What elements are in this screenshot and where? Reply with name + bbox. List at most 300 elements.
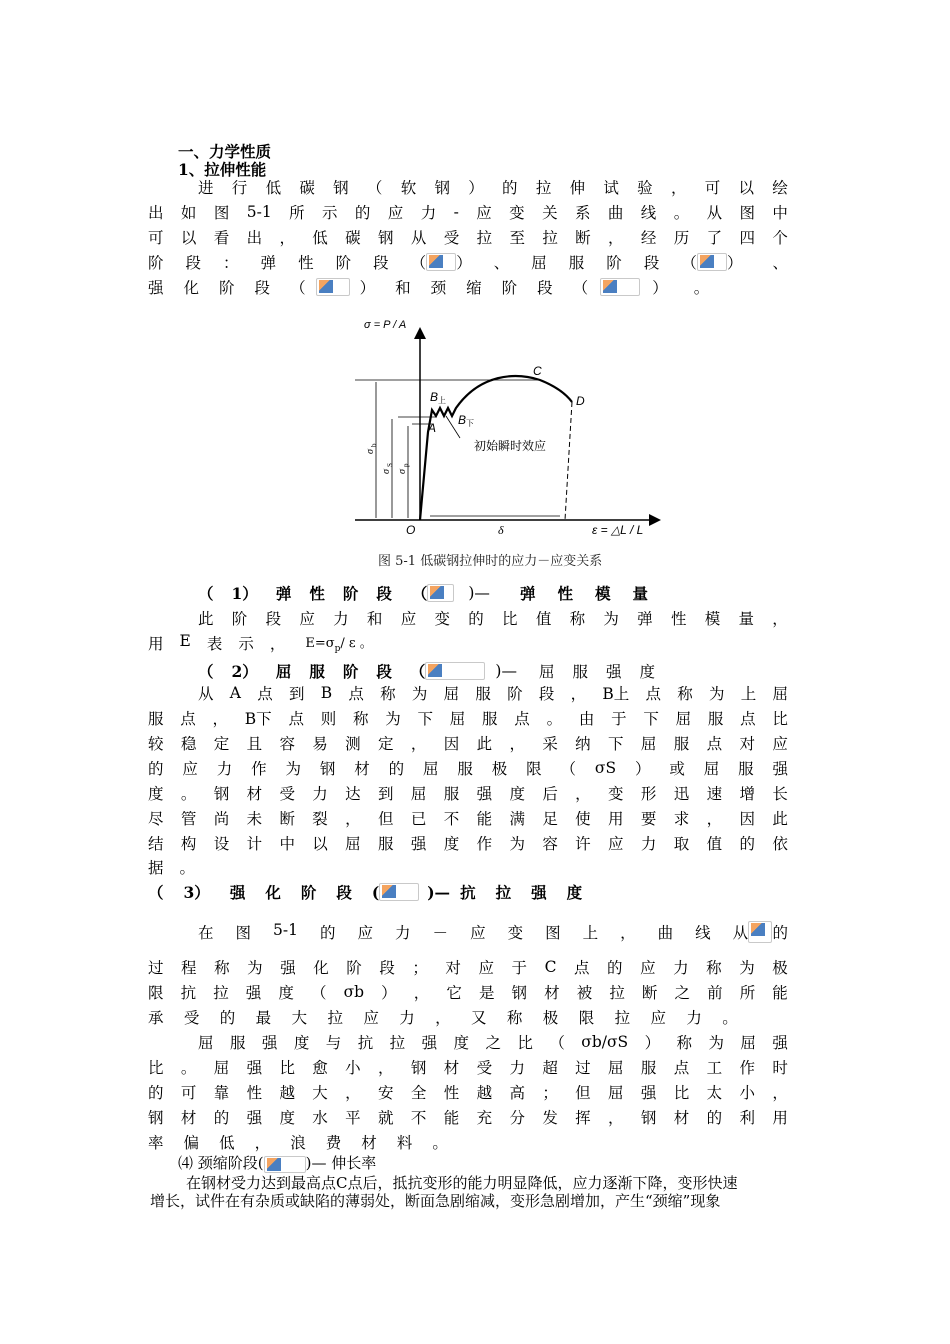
text-token: 上 [582, 924, 599, 942]
text-token: 受 [443, 229, 460, 247]
section-2-line-4 [148, 756, 788, 780]
text-token: 定 [378, 735, 394, 753]
text-token: 力 [640, 835, 657, 853]
text-token: ， [435, 1009, 451, 1027]
text-token: 。 [693, 279, 710, 297]
text-token: ， [413, 984, 430, 1002]
text-token: 超 [542, 1059, 558, 1077]
text-token: 1） [231, 584, 258, 603]
text-token: 的 [354, 204, 371, 222]
text-token: ； [412, 959, 428, 977]
text-token: 服 [148, 710, 164, 728]
text-token: 低 [265, 179, 282, 197]
text-token: 服 [229, 1034, 246, 1052]
text-token: 表 [206, 635, 223, 653]
text-token: 容 [279, 735, 295, 753]
text-token: 因 [443, 735, 460, 753]
text-token: （ [366, 179, 383, 197]
intro-line-5a [148, 276, 306, 298]
text-token: 极 [491, 760, 508, 778]
text-token: 屈 [213, 1059, 230, 1077]
text-token: 应 [363, 1009, 379, 1027]
text-token: 限 [526, 760, 542, 778]
text-token: 上 [740, 685, 757, 703]
text-token: 颈 [430, 279, 447, 297]
heading-tensile-performance: 1、拉伸性能 [178, 160, 267, 179]
text-token: 平 [345, 1109, 361, 1127]
text-token: 比 [502, 610, 518, 628]
text-token: 段 [537, 279, 553, 297]
text-token: 则 [320, 710, 337, 728]
text-token: 据 [148, 859, 164, 877]
text-token: 强 [229, 883, 246, 902]
text-token: 的 [739, 835, 755, 853]
text-token: 屈 [608, 1084, 624, 1102]
text-token: ， [706, 810, 723, 828]
text-token: （ [549, 1034, 565, 1052]
text-token: 到 [288, 685, 305, 703]
text-token: 屈 [443, 685, 460, 703]
text-token: 抗 [460, 883, 476, 902]
text-token: 屈 [423, 760, 439, 778]
text-token: 作 [739, 1059, 755, 1077]
text-token: 达 [345, 785, 361, 803]
text-token: 下 [643, 710, 659, 728]
text-token: 发 [542, 1109, 558, 1127]
text-token: 阶 [231, 610, 248, 628]
text-token: 对 [445, 959, 461, 977]
text-token: 采 [542, 735, 558, 753]
intro-line-4a [148, 251, 426, 273]
text-token: 弹 [275, 584, 292, 603]
text-token: 。 [179, 859, 196, 877]
text-token: 图 [545, 924, 561, 942]
image-placeholder-icon [379, 883, 419, 901]
text-token: 度 [639, 663, 656, 681]
section-1-para-1 [198, 606, 788, 630]
text-token: 构 [180, 835, 197, 853]
section-2-title [198, 659, 658, 683]
text-token: ） [468, 179, 484, 197]
section-4-title-a: ⑷ 颈缩阶段( [178, 1154, 264, 1172]
text-token: 结 [148, 835, 164, 853]
text-token: C [544, 958, 557, 976]
text-token: 力 [312, 785, 328, 803]
text-token: 力 [686, 1009, 702, 1027]
text-token: 阶 [335, 254, 352, 272]
text-token: B上 [602, 685, 630, 703]
text-token: 强 [246, 1109, 263, 1127]
text-token: 拉 [535, 179, 552, 197]
intro-line-3 [148, 225, 788, 249]
text-token: 称 [677, 685, 693, 703]
text-token: 与 [325, 1034, 342, 1052]
label-delta: δ [498, 523, 504, 537]
text-token: 关 [542, 204, 558, 222]
text-token: ） [456, 254, 472, 272]
text-token: 能 [772, 984, 788, 1002]
text-token: 量 [738, 610, 755, 628]
text-token: 作 [251, 760, 267, 778]
text-token: ， [378, 1059, 394, 1077]
text-token: 和 [366, 610, 383, 628]
text-token: 绘 [772, 179, 788, 197]
text-token: 应 [476, 204, 492, 222]
text-token: 到 [378, 785, 394, 803]
text-token: 钢 [213, 785, 230, 803]
text-token: ， [608, 229, 624, 247]
text-token: 变 [507, 924, 524, 942]
text-token: 至 [509, 229, 525, 247]
text-token: 称 [352, 710, 369, 728]
section-1-dash: )— [468, 584, 490, 602]
text-token: 材 [544, 984, 560, 1002]
text-token: 性 [298, 254, 314, 272]
text-token: 断 [641, 984, 658, 1002]
text-token: 度 [293, 1034, 310, 1052]
text-token: 缩 [466, 279, 482, 297]
text-token: 性 [557, 584, 573, 603]
text-token: 屈 [640, 735, 657, 753]
text-token: ， [772, 1084, 788, 1102]
image-placeholder-icon [316, 278, 350, 296]
section-2-title-a [198, 660, 392, 682]
text-token: 由 [578, 710, 595, 728]
text-token: 点 [180, 710, 196, 728]
intro-line-4b [456, 251, 697, 273]
text-token: 对 [739, 735, 755, 753]
text-token: ） [726, 254, 743, 272]
text-token: 定 [213, 735, 230, 753]
text-token: 段 [185, 254, 202, 272]
text-token: 的 [219, 1009, 236, 1027]
text-token: 或 [669, 760, 685, 778]
text-token: 料 [396, 1134, 413, 1152]
text-token: 拉 [542, 229, 558, 247]
text-token: 从 [732, 924, 749, 942]
text-token: 图 [739, 204, 756, 222]
text-token: 时 [772, 1059, 788, 1077]
text-token: 已 [410, 810, 427, 828]
text-token: （ [410, 254, 427, 272]
text-token: 为 [411, 685, 428, 703]
section-4-title-b: )— 伸长率 [305, 1154, 377, 1172]
text-token: 愈 [312, 1059, 328, 1077]
text-token: B [320, 684, 333, 702]
text-token: ， [345, 810, 361, 828]
text-token: 能 [476, 810, 493, 828]
text-token: 力 [216, 760, 233, 778]
label-B-lower: B [458, 413, 467, 427]
text-token: 用 [772, 1109, 788, 1127]
text-token: 服 [738, 760, 754, 778]
text-token: 段 [254, 279, 271, 297]
text-token: 线 [695, 924, 711, 942]
text-token: 承 [148, 1009, 164, 1027]
text-token: ） [644, 1034, 661, 1052]
section-2-line-5 [148, 781, 788, 805]
section-2-line-6 [148, 806, 788, 830]
text-token: 材 [354, 760, 370, 778]
text-token: 小 [345, 1059, 361, 1077]
text-token: σb [343, 983, 365, 1001]
text-token: 不 [410, 1109, 427, 1127]
text-token: 试 [603, 179, 619, 197]
intro-line-5c [652, 276, 709, 298]
section-3-line-3 [148, 980, 788, 1004]
text-token: 用 [608, 810, 624, 828]
text-token: 材 [246, 785, 263, 803]
text-token: 比 [772, 710, 788, 728]
text-token: 个 [772, 229, 788, 247]
svg-text:σ: σ [397, 469, 408, 474]
text-token: 应 [772, 735, 788, 753]
text-token: 所 [739, 984, 756, 1002]
text-token: 经 [640, 229, 657, 247]
text-token: 弹 [637, 610, 653, 628]
text-token: 为 [509, 835, 525, 853]
text-token: 屈 [198, 1034, 214, 1052]
text-token: 性 [246, 1084, 263, 1102]
text-token: ， [509, 735, 525, 753]
text-token: 性 [309, 584, 325, 603]
text-token: 服 [707, 710, 724, 728]
text-token: ， [279, 229, 295, 247]
text-token: 较 [148, 735, 164, 753]
text-token: 强 [640, 1084, 657, 1102]
intro-line-5b [360, 276, 589, 298]
intro-line-2 [148, 200, 788, 224]
text-token: 阶 [342, 584, 359, 603]
text-token: 从 [706, 204, 723, 222]
text-token: 充 [476, 1109, 493, 1127]
section-2-line-8 [148, 855, 788, 879]
text-token: ， [410, 735, 427, 753]
text-token: 段 [643, 254, 660, 272]
text-token: 度 [148, 785, 164, 803]
text-token: （ [572, 279, 589, 297]
stress-strain-figure [340, 312, 670, 542]
text-token: 之 [485, 1034, 501, 1052]
text-token: 屈 [449, 710, 466, 728]
text-token: 服 [572, 663, 588, 681]
text-token: 伸 [569, 179, 586, 197]
text-token: 强 [605, 663, 622, 681]
text-token: 段 [265, 610, 282, 628]
text-token: 阶 [342, 662, 359, 681]
text-token: 力 [509, 1059, 525, 1077]
text-token: 可 [148, 229, 164, 247]
text-token: 阶 [507, 685, 523, 703]
text-token: 形 [640, 785, 657, 803]
text-token: 裂 [312, 810, 328, 828]
text-token: 测 [345, 735, 361, 753]
text-token: - [453, 203, 459, 221]
text-token: 5-1 [246, 203, 272, 221]
text-token: 大 [291, 1009, 308, 1027]
text-token: 的 [320, 924, 336, 942]
text-token: 强 [245, 984, 262, 1002]
text-token: 称 [569, 610, 586, 628]
text-token: 所 [289, 204, 305, 222]
text-token: 屈 [608, 1059, 624, 1077]
text-token: 图 [235, 924, 252, 942]
text-token: 屈 [740, 1034, 756, 1052]
text-token: 化 [183, 279, 200, 297]
text-token: 钢 [319, 760, 336, 778]
text-token: ， [212, 710, 229, 728]
intro-line-4c [727, 251, 788, 273]
text-token: 应 [608, 835, 624, 853]
text-token: 易 [312, 735, 328, 753]
text-token: 拉 [327, 1009, 343, 1027]
text-token: 为 [247, 959, 263, 977]
text-token: ） [359, 279, 376, 297]
text-token: 碳 [345, 229, 361, 247]
text-token: 拉 [476, 229, 493, 247]
section-1-para-2a [148, 632, 285, 654]
text-token: 增 [739, 785, 755, 803]
section-3-line-7 [148, 1080, 788, 1104]
text-token: 模 [594, 584, 611, 603]
text-token: 拉 [389, 1034, 406, 1052]
label-O: O [406, 523, 416, 537]
text-token: 度 [509, 785, 525, 803]
text-token: 低 [312, 229, 328, 247]
text-token: 力 [333, 610, 349, 628]
text-token: 设 [213, 835, 230, 853]
text-token: 安 [378, 1084, 394, 1102]
text-token: 比 [279, 1059, 295, 1077]
text-token: 弹 [260, 254, 277, 272]
section-2-dash: )— [495, 662, 517, 680]
unload-line [565, 402, 572, 520]
section-4-line-1: 在钢材受力达到最高点C点后，抵抗变形的能力明显降低，应力逐渐下降，变形快速 [186, 1174, 738, 1192]
text-token: 因 [739, 810, 755, 828]
text-token: 断 [575, 229, 591, 247]
text-token: 下 [608, 735, 624, 753]
text-token: 屈 [538, 663, 555, 681]
text-token: 的 [388, 760, 405, 778]
text-token: 在 [198, 924, 214, 942]
text-token: 阶 [501, 279, 518, 297]
text-token: 阶 [606, 254, 622, 272]
text-token: 、 [772, 254, 788, 272]
text-token: 不 [443, 810, 460, 828]
section-2-title-d [539, 660, 655, 682]
text-token: 。 [432, 1134, 448, 1152]
text-token: 足 [542, 810, 558, 828]
text-token: 力 [420, 204, 437, 222]
section-3-line-5 [198, 1030, 788, 1054]
text-token: 屈 [275, 662, 292, 681]
text-token: 限 [148, 984, 164, 1002]
text-token: 服 [457, 760, 473, 778]
section-3-title-d [460, 881, 582, 903]
text-token: 应 [640, 959, 656, 977]
section-2-line-1 [198, 681, 788, 705]
text-token: 量 [632, 584, 648, 603]
text-token: 服 [475, 685, 491, 703]
text-token: ； [542, 1084, 558, 1102]
section-2-line-2 [148, 706, 788, 730]
text-token: 为 [603, 610, 619, 628]
text-token: 受 [279, 785, 295, 803]
text-token: 服 [673, 735, 690, 753]
text-token: 迅 [673, 785, 690, 803]
text-token: 2） [231, 662, 258, 681]
text-token: 进 [198, 179, 214, 197]
text-token: 此 [198, 610, 214, 628]
text-token: 于 [611, 710, 627, 728]
text-token: 段 [336, 883, 352, 902]
text-token: 。 [673, 204, 690, 222]
text-token: 以 [180, 229, 197, 247]
text-token: 但 [575, 1084, 591, 1102]
section-2-line-7 [148, 831, 788, 855]
text-token: 比 [673, 1084, 690, 1102]
text-token: 验 [637, 179, 653, 197]
text-token: 段 [373, 254, 389, 272]
text-token: 拉 [495, 883, 512, 902]
text-token: 许 [575, 835, 591, 853]
text-token: 点 [673, 1059, 690, 1077]
text-token: 强 [148, 279, 164, 297]
text-token: 化 [265, 883, 281, 902]
text-token: 又 [471, 1009, 487, 1027]
text-token: 钢 [410, 1059, 427, 1077]
text-token: 强 [246, 1059, 263, 1077]
text-token: 是 [478, 984, 495, 1002]
text-token: 钢 [333, 179, 349, 197]
text-token: 度 [453, 1034, 470, 1052]
text-token: 服 [568, 254, 585, 272]
text-token: 度 [279, 1109, 295, 1127]
image-placeholder-icon [264, 1156, 306, 1173]
svg-text:S: S [386, 463, 394, 467]
text-token: 点 [706, 735, 723, 753]
text-token: 应 [299, 610, 315, 628]
text-token: 度 [566, 883, 583, 902]
text-token: 行 [231, 179, 248, 197]
svg-text:σ: σ [381, 469, 392, 474]
text-token: 性 [670, 610, 687, 628]
text-token: 应 [400, 610, 417, 628]
text-token: ） [652, 279, 668, 297]
text-token: 工 [706, 1059, 723, 1077]
text-token: 出 [148, 204, 164, 222]
text-token: 。 [546, 710, 563, 728]
text-token: 为 [385, 710, 401, 728]
section-1-title-d [520, 582, 648, 604]
text-token: 下 [417, 710, 434, 728]
text-token: 满 [509, 810, 525, 828]
text-token: 未 [246, 810, 263, 828]
text-token: 模 [704, 610, 721, 628]
text-token: 的 [468, 610, 484, 628]
section-3-line-1b: 的 [772, 924, 788, 942]
text-token: 低 [219, 1134, 235, 1152]
x-axis-label: ε = △L / L [592, 523, 644, 537]
text-token: 于 [511, 959, 528, 977]
annotation-initial-effect: 初始瞬时效应 [474, 439, 547, 453]
text-token: 服 [378, 835, 394, 853]
text-token: 力 [673, 959, 689, 977]
text-token: 太 [706, 1084, 723, 1102]
text-token: 阶 [346, 959, 362, 977]
text-token: 但 [378, 810, 394, 828]
text-token: 为 [285, 760, 302, 778]
